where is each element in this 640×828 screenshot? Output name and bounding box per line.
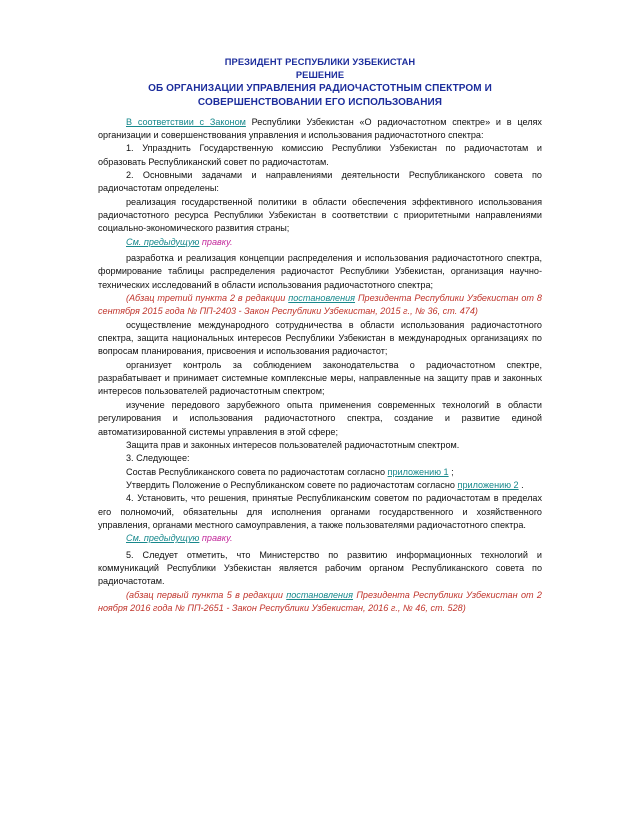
previous-revision-link-2[interactable]: См. предыдущую [126, 533, 200, 544]
amendment-note-2 [98, 589, 542, 616]
item-1-paragraph: 1. Упразднить Государственную комиссию Республики Узбекистан по радиочастотам и образовать Республиканский совет по радиочастотам. [98, 143, 542, 167]
item-3-sub-2-paragraph [98, 479, 542, 492]
item-5-paragraph: 5. Следует отметить, что Министерство по развитию информационных технологий и коммуникаций Республики Узбекистан является рабочим органом Республиканского совета по радиочастотам. [98, 549, 542, 587]
header-title-line-1: ОБ ОРГАНИЗАЦИИ УПРАВЛЕНИЯ РАДИОЧАСТОТНЫМ СПЕКТРОМ И [148, 83, 492, 95]
item-3-intro-paragraph: 3. Следующее: [126, 453, 190, 464]
revision-note-2-tail: правку. [199, 533, 233, 544]
item-2-intro-paragraph: 2. Основными задачами и направлениями деятельности Республиканского совета по радиочастотам определены: [98, 169, 542, 194]
item-2-sub-1-paragraph: реализация государственной политики в области обеспечения эффективного использования радиочастотного ресурса Республики Узбекистан в соответствии с приоритетными направлениями социально-экономического развития страны; [98, 196, 542, 234]
revision-note-2 [98, 532, 542, 545]
law-reference-link[interactable]: В соответствии с Законом [126, 116, 246, 127]
amendment-note-1-before: (Абзац третий пункта 2 в редакции [126, 293, 289, 304]
resolution-link-1[interactable]: постановления [288, 293, 356, 304]
preamble-text: Республики Узбекистан «О радиочастотном спектре» и в целях организации и совершенствования управления и использования радиочастотного спектра: [98, 116, 542, 140]
item-4-paragraph: 4. Установить, что решения, принятые Республиканским советом по радиочастотам в пределах его полномочий, обязательны для исполнения органами государственного и хозяйственного управления, органами местного самоуправления, а также пользователями радиочастотного спектра. [98, 493, 542, 530]
item-2-sub-2-paragraph: разработка и реализация концепции распределения и использования радиочастотного спектра, формирование таблицы распределения радиочастот Республики Узбекистан, организация научно-технических исследований в области использования радиочастотного спектра; [98, 253, 542, 290]
header-title-line-2: СОВЕРШЕНСТВОВАНИИ ЕГО ИСПОЛЬЗОВАНИЯ [197, 97, 443, 108]
header-authority: ПРЕЗИДЕНТ РЕСПУБЛИКИ УЗБЕКИСТАН [224, 57, 416, 67]
item-2-sub-6-paragraph: Защита прав и законных интересов пользователей радиочастотным спектром. [126, 439, 460, 450]
item-3-sub-1-before: Состав Республиканского совета по радиочастотам согласно [126, 466, 388, 477]
revision-note-1-tail: правку. [199, 236, 233, 247]
document-header [98, 56, 542, 110]
item-3-sub-2-after: . [518, 479, 524, 490]
resolution-link-2[interactable]: постановления [286, 589, 353, 600]
item-3-sub-1-paragraph [98, 466, 542, 479]
item-3-sub-2-before: Утвердить Положение о Республиканском совете по радиочастотам согласно [126, 479, 458, 490]
header-doctype: РЕШЕНИЕ [295, 70, 345, 81]
preamble-paragraph [98, 116, 542, 143]
amendment-note-2-before: (абзац первый пункта 5 в редакции [126, 589, 287, 600]
amendment-note-1-after: Президента Республики Узбекистан от 8 сентября 2015 года № ПП-2403 - Закон Республики Узбекистан, 2015 г., № 36, ст. 474) [98, 293, 542, 317]
item-2-sub-3-paragraph: осуществление международного сотрудничества в области использования радиочастотного спектра, защита национальных интересов Республики Узбекистан в международных организациях по вопросам планирования, присвоения и использования радиочастот; [98, 319, 542, 357]
document-body [98, 116, 542, 616]
previous-revision-link-1[interactable]: См. предыдущую [126, 236, 200, 247]
amendment-note-1 [98, 292, 542, 319]
item-2-sub-5-paragraph: изучение передового зарубежного опыта применения современных технологий в области регулирования и использования радиочастотного спектра, создание и развитие единой автоматизированной системы управления в этой сфере; [98, 399, 542, 437]
revision-note-1 [98, 236, 542, 249]
appendix-2-link[interactable]: приложению 2 [457, 479, 519, 490]
appendix-1-link[interactable]: приложению 1 [387, 466, 449, 477]
amendment-note-2-after: Президента Республики Узбекистан от 2 ноября 2016 года № ПП-2651 - Закон Республики Узбекистан, 2016 г., № 46, ст. 528) [98, 589, 542, 613]
item-2-sub-4-paragraph: организует контроль за соблюдением законодательства о радиочастотном спектре, разрабатывает и принимает системные комплексные меры, направленные на защиту прав и законных интересов пользователей радиочастотным спектром; [98, 359, 542, 397]
item-3-sub-1-after: ; [448, 466, 454, 477]
